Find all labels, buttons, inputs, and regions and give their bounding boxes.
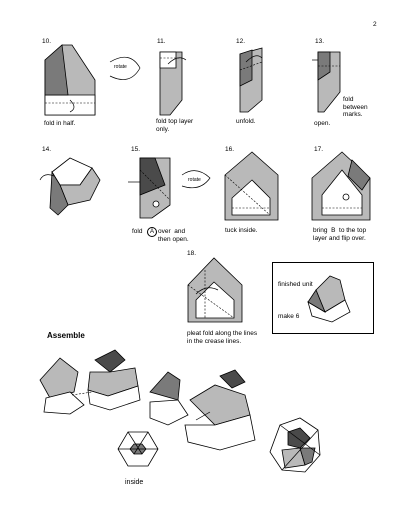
step-13-side-label: fold between marks. [343,96,368,118]
step-10-caption: fold in half. [44,120,76,127]
step-11-caption: fold top layer only. [156,118,194,133]
step-18-caption: pleat fold along the lines in the crease lines. [187,330,258,345]
finished-unit-label: finished unit [278,281,313,288]
assemble-heading: Assemble [47,331,85,340]
step-10-rotate-label: rotate [114,64,127,70]
inside-label: inside [125,479,144,486]
step-16-number: 16. [225,146,235,153]
step-11-number: 11. [157,38,166,45]
circle-a-marker: A [147,227,157,237]
step-10-number: 10. [42,38,52,45]
step-15-caption-b: over and then open. [158,228,189,243]
step-12-number: 12. [236,38,246,45]
step-17-number: 17. [314,146,324,153]
step-13-caption: open. [314,120,331,127]
step-12-caption: unfold. [236,118,256,125]
step-14-number: 14. [42,146,52,153]
make-count-label: make 6 [278,313,300,320]
step-13-number: 13. [315,38,325,45]
step-18-number: 18. [187,250,197,257]
step-15-number: 15. [131,146,141,153]
step-17-caption: bring B to the top layer and flip over. [313,227,367,242]
step-16-caption: tuck inside. [225,227,258,234]
step-15-rotate-label: rotate [188,177,201,183]
page-number: 2 [373,21,377,28]
step-15-caption-a: fold [132,228,143,235]
